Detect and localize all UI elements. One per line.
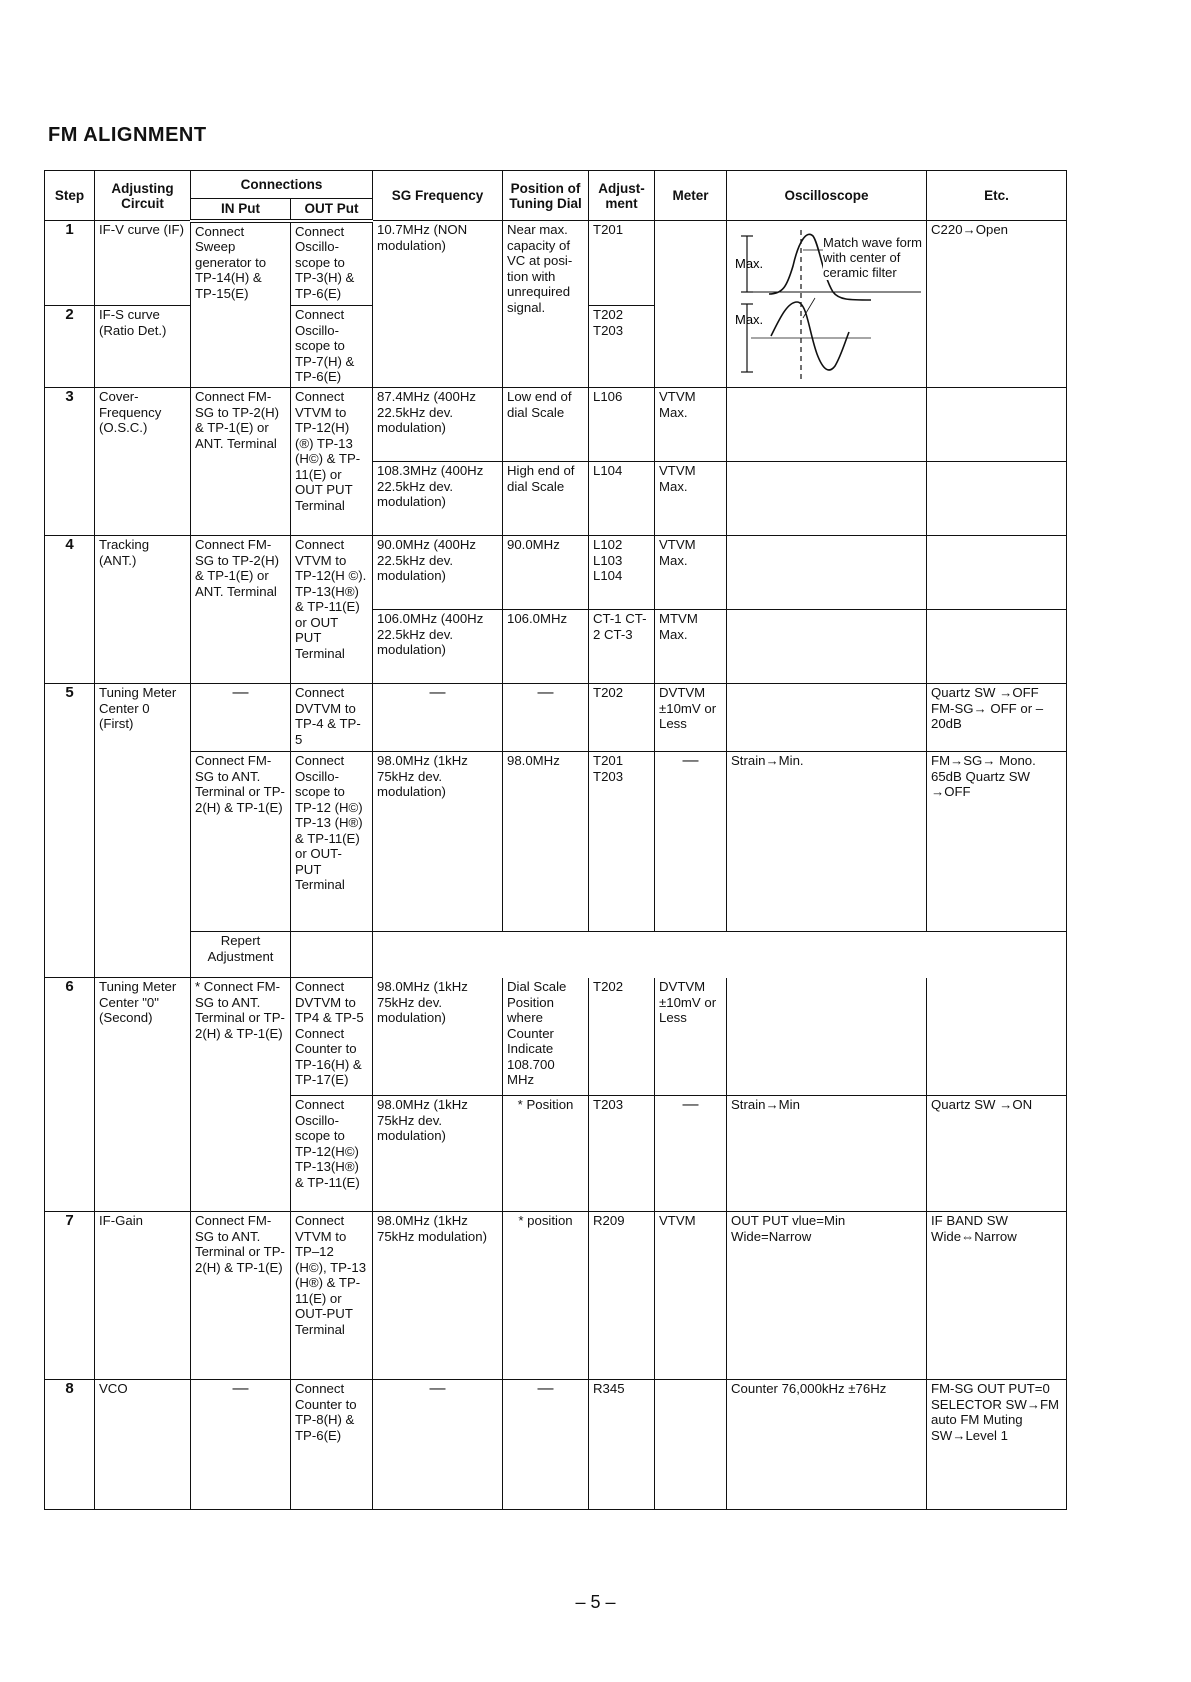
table-row — [45, 684, 1067, 752]
adjusting-circuit: Cover-Frequency (O.S.C.) — [95, 388, 191, 536]
oscilloscope — [727, 462, 927, 536]
tuning-dial-position: 98.0MHz — [503, 752, 589, 932]
tuning-dial-position: — — [503, 684, 589, 752]
tuning-dial-position: Dial Scale Position where Counter Indicate 108.700 MHz — [503, 978, 589, 1096]
etc: IF BAND SW Wide⇔Narrow — [927, 1212, 1067, 1380]
empty-cell — [727, 932, 927, 978]
fm-alignment-table — [44, 170, 1067, 1510]
adjusting-circuit: Tuning Meter Center 0 (First) — [95, 684, 191, 978]
sg-frequency: 10.7MHz (NON modulation) — [373, 221, 503, 388]
sg-frequency: 87.4MHz (400Hz 22.5kHz dev. modulation) — [373, 388, 503, 462]
meter: — — [655, 752, 727, 932]
in-put: Connect FM-SG to TP-2(H) & TP-1(E) or ANT. Terminal — [191, 536, 291, 684]
in-put: Connect FM-SG to TP-2(H) & TP-1(E) or ANT. Terminal — [191, 388, 291, 536]
adjusting-circuit: Tracking (ANT.) — [95, 536, 191, 684]
step-number: 5 — [45, 684, 95, 978]
step-number: 8 — [45, 1380, 95, 1510]
max-label-1: Max. — [735, 256, 764, 271]
in-put: Connect FM-SG to ANT. Terminal or TP-2(H) & TP-1(E) — [191, 1212, 291, 1380]
etc — [927, 388, 1067, 462]
step-number: 7 — [45, 1212, 95, 1380]
tuning-dial-position: — — [503, 1380, 589, 1510]
adjustment: T203 — [589, 1096, 655, 1212]
adjustment: T201 — [589, 221, 655, 306]
meter: DVTVM ±10mV or Less — [655, 684, 727, 752]
table-row — [45, 388, 1067, 462]
oscilloscope — [727, 610, 927, 684]
step-number: 2 — [45, 306, 95, 388]
etc: Quartz SW →OFF FM-SG→ OFF or –20dB — [927, 684, 1067, 752]
out-put: Connect VTVM to TP-12(H) (®) TP-13 (H©) & TP-11(E) or OUT PUT Terminal — [291, 388, 373, 536]
oscilloscope: OUT PUT vlue=Min Wide=Narrow — [727, 1212, 927, 1380]
out-put — [291, 932, 373, 978]
in-put: Connect FM-SG to ANT. Terminal or TP-2(H) & TP-1(E) — [191, 752, 291, 932]
empty-cell — [655, 932, 727, 978]
table-row — [45, 932, 1067, 978]
max-label-2: Max. — [735, 312, 764, 327]
table-row — [45, 1380, 1067, 1510]
adjustment: T201 T203 — [589, 752, 655, 932]
sg-frequency: 98.0MHz (1kHz 75kHz modulation) — [373, 1212, 503, 1380]
page-title: FM ALIGNMENT — [48, 124, 207, 146]
oscilloscope: Counter 76,000kHz ±76Hz — [727, 1380, 927, 1510]
sg-frequency: 98.0MHz (1kHz 75kHz dev. modulation) — [373, 752, 503, 932]
etc: Quartz SW →ON — [927, 1096, 1067, 1212]
header-adjustment: Adjust-ment — [589, 171, 655, 221]
step-number: 1 — [45, 221, 95, 306]
tuning-dial-position: Near max. capacity of VC at posi-tion with unrequired signal. — [503, 221, 589, 388]
out-put: Connect Counter to TP-8(H) & TP-6(E) — [291, 1380, 373, 1510]
out-put: Connect DVTVM to TP-4 & TP-5 — [291, 684, 373, 752]
etc — [927, 978, 1067, 1096]
adjustment: T202 — [589, 684, 655, 752]
header-in-put: IN Put — [191, 199, 291, 221]
meter — [655, 221, 727, 388]
adjustment: R209 — [589, 1212, 655, 1380]
oscilloscope-waveform — [727, 221, 927, 388]
etc: C220→Open — [927, 221, 1067, 388]
oscilloscope: Strain→Min — [727, 1096, 927, 1212]
sg-frequency: 98.0MHz (1kHz 75kHz dev. modulation) — [373, 1096, 503, 1212]
adjustment: T202 T203 — [589, 306, 655, 388]
step-number: 6 — [45, 978, 95, 1212]
meter: — — [655, 1096, 727, 1212]
meter: DVTVM ±10mV or Less — [655, 978, 727, 1096]
empty-cell — [589, 932, 655, 978]
tuning-dial-position: * position — [503, 1212, 589, 1380]
empty-cell — [927, 932, 1067, 978]
adjusting-circuit: VCO — [95, 1380, 191, 1510]
sg-frequency: 98.0MHz (1kHz 75kHz dev. modulation) — [373, 978, 503, 1096]
header-out-put: OUT Put — [291, 199, 373, 221]
in-put: — — [191, 684, 291, 752]
table-row — [45, 536, 1067, 610]
sg-frequency: 108.3MHz (400Hz 22.5kHz dev. modulation) — [373, 462, 503, 536]
table-row — [45, 752, 1067, 932]
etc — [927, 462, 1067, 536]
etc: FM-SG OUT PUT=0 SELECTOR SW→FM auto FM Muting SW→Level 1 — [927, 1380, 1067, 1510]
sg-frequency: 106.0MHz (400Hz 22.5kHz dev. modulation) — [373, 610, 503, 684]
adjustment: CT-1 CT-2 CT-3 — [589, 610, 655, 684]
out-put: Connect Oscillo-scope to TP-12(H©) TP-13(H®) & TP-11(E) — [291, 1096, 373, 1212]
page-number: – 5 – — [575, 1592, 616, 1612]
meter: VTVM Max. — [655, 388, 727, 462]
empty-cell — [373, 932, 503, 978]
etc — [927, 610, 1067, 684]
oscilloscope — [727, 388, 927, 462]
in-put: Repert Adjustment — [191, 932, 291, 978]
oscilloscope — [727, 978, 927, 1096]
in-put: Connect Sweep generator to TP-14(H) & TP-15(E) — [191, 221, 291, 388]
header-connections: Connections — [191, 171, 373, 199]
adjusting-circuit: IF-S curve (Ratio Det.) — [95, 306, 191, 388]
tuning-dial-position: Low end of dial Scale — [503, 388, 589, 462]
out-put: Connect VTVM to TP–12 (H©), TP-13 (H®) & TP-11(E) or OUT-PUT Terminal — [291, 1212, 373, 1380]
oscilloscope: Strain→Min. — [727, 752, 927, 932]
in-put: * Connect FM-SG to ANT. Terminal or TP-2(H) & TP-1(E) — [191, 978, 291, 1212]
adjusting-circuit: IF-V curve (IF) — [95, 221, 191, 306]
meter — [655, 1380, 727, 1510]
adjustment: L102 L103 L104 — [589, 536, 655, 610]
header-oscilloscope: Oscilloscope — [727, 171, 927, 221]
oscilloscope — [727, 684, 927, 752]
oscilloscope-note: Match wave form with center of ceramic filter — [823, 235, 922, 280]
etc: FM→SG→ Mono. 65dB Quartz SW →OFF — [927, 752, 1067, 932]
sg-frequency: — — [373, 684, 503, 752]
table-row — [45, 1212, 1067, 1380]
adjustment: L104 — [589, 462, 655, 536]
meter: MTVM Max. — [655, 610, 727, 684]
step-number: 4 — [45, 536, 95, 684]
adjustment: R345 — [589, 1380, 655, 1510]
out-put: Connect Oscillo-scope to TP-3(H) & TP-6(E) — [291, 221, 373, 306]
meter: VTVM — [655, 1212, 727, 1380]
adjustment: L106 — [589, 388, 655, 462]
oscilloscope — [727, 536, 927, 610]
header-adjusting-circuit: Adjusting Circuit — [95, 171, 191, 221]
meter: VTVM Max. — [655, 462, 727, 536]
adjusting-circuit: Tuning Meter Center "0" (Second) — [95, 978, 191, 1212]
header-sg-frequency: SG Frequency — [373, 171, 503, 221]
sg-frequency: — — [373, 1380, 503, 1510]
etc — [927, 536, 1067, 610]
adjusting-circuit: IF-Gain — [95, 1212, 191, 1380]
table-row — [45, 978, 1067, 1096]
header-position-tuning-dial: Position of Tuning Dial — [503, 171, 589, 221]
tuning-dial-position: High end of dial Scale — [503, 462, 589, 536]
empty-cell — [503, 932, 589, 978]
tuning-dial-position: * Position — [503, 1096, 589, 1212]
step-number: 3 — [45, 388, 95, 536]
out-put: Connect Oscillo-scope to TP-7(H) & TP-6(E) — [291, 306, 373, 388]
out-put: Connect Oscillo-scope to TP-12 (H©) TP-13 (H®) & TP-11(E) or OUT-PUT Terminal — [291, 752, 373, 932]
in-put: — — [191, 1380, 291, 1510]
sg-frequency: 90.0MHz (400Hz 22.5kHz dev. modulation) — [373, 536, 503, 610]
header-etc: Etc. — [927, 171, 1067, 221]
tuning-dial-position: 90.0MHz — [503, 536, 589, 610]
meter: VTVM Max. — [655, 536, 727, 610]
adjustment: T202 — [589, 978, 655, 1096]
table-row — [45, 221, 1067, 306]
tuning-dial-position: 106.0MHz — [503, 610, 589, 684]
header-meter: Meter — [655, 171, 727, 221]
out-put: Connect DVTVM to TP4 & TP-5 Connect Counter to TP-16(H) & TP-17(E) — [291, 978, 373, 1096]
out-put: Connect VTVM to TP-12(H ©). TP-13(H®) & TP-11(E) or OUT PUT Terminal — [291, 536, 373, 684]
header-step: Step — [45, 171, 95, 221]
